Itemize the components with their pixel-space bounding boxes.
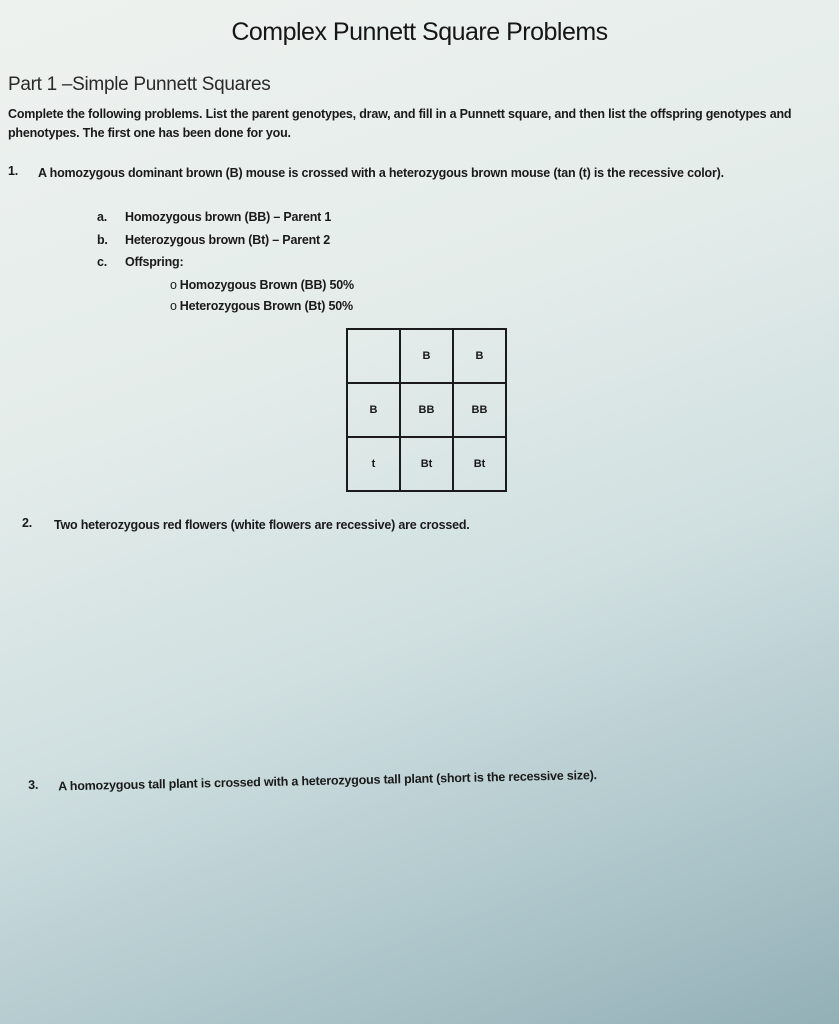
page-title: Complex Punnett Square Problems — [231, 18, 608, 46]
punnett-row — [347, 437, 506, 491]
punnett-cell: Bt — [400, 437, 453, 491]
question-text: A homozygous tall plant is crossed with a heterozygous tall plant (short is the recessive size). — [58, 768, 598, 794]
punnett-row — [347, 329, 506, 383]
punnett-cell: BB — [453, 383, 506, 437]
question-number: 1. — [8, 164, 19, 178]
sub-item-text: Heterozygous brown (Bt) – Parent 2 — [125, 233, 331, 247]
bullet-icon: o — [170, 278, 177, 292]
instructions: Complete the following problems. List the parent genotypes, draw, and fill in a Punnett square, and then list the offspring genotypes and phenotypes. The first one has been done for you. — [8, 107, 792, 140]
offspring-item — [170, 299, 353, 313]
punnett-cell: Bt — [453, 437, 506, 491]
punnett-cell: BB — [400, 383, 453, 437]
punnett-cell: B — [347, 383, 400, 437]
offspring-text: Homozygous Brown (BB) 50% — [179, 278, 354, 292]
sub-item-label: b. — [97, 233, 108, 247]
punnett-cell — [347, 329, 400, 383]
part-heading: Part 1 –Simple Punnett Squares — [8, 74, 271, 95]
question-3 — [28, 761, 828, 794]
punnett-cell: B — [400, 329, 453, 383]
sub-item-text: Offspring: — [125, 255, 184, 269]
question-number: 3. — [28, 777, 39, 792]
offspring-item — [170, 278, 354, 292]
punnett-cell: B — [453, 329, 506, 383]
bullet-icon: o — [170, 299, 177, 313]
offspring-text: Heterozygous Brown (Bt) 50% — [179, 299, 353, 313]
question-text: Two heterozygous red flowers (white flowers are recessive) are crossed. — [54, 518, 470, 532]
question-number: 2. — [22, 516, 33, 530]
question-text: A homozygous dominant brown (B) mouse is crossed with a heterozygous brown mouse (tan (t) is the recessive color). — [38, 166, 724, 180]
sub-item-label: a. — [97, 210, 108, 224]
sub-item-label: c. — [97, 255, 108, 269]
sub-item-text: Homozygous brown (BB) – Parent 1 — [125, 210, 332, 224]
punnett-cell: t — [347, 437, 400, 491]
punnett-row — [347, 383, 506, 437]
punnett-square — [346, 328, 507, 492]
